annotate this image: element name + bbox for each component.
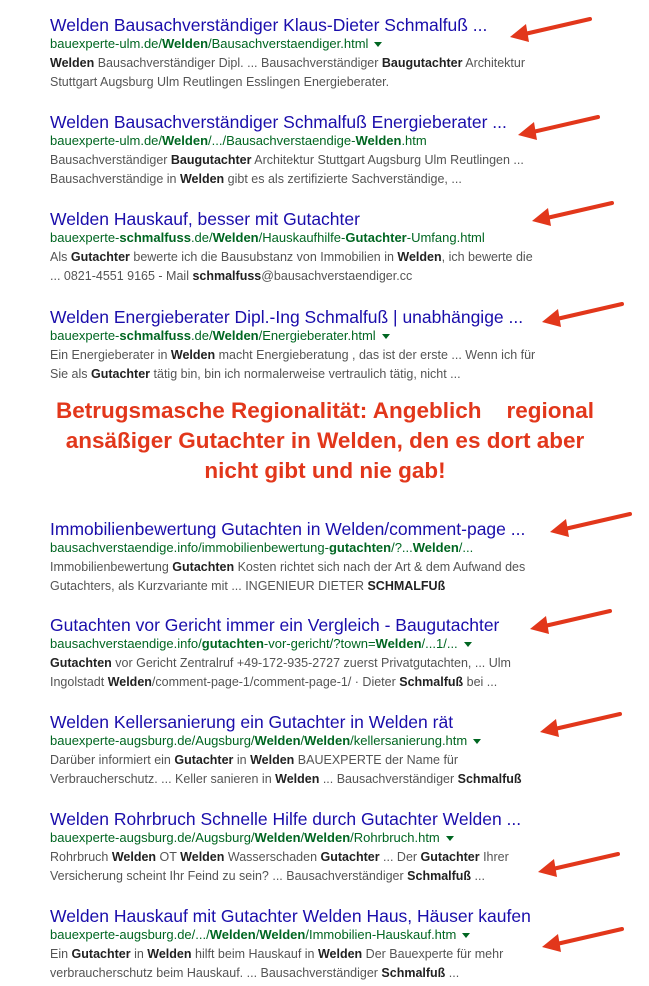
result-url: bauexperte-augsburg.de/Augsburg/Welden/Welden/Rohrbruch.htm [50, 830, 570, 846]
snippet-line: Versicherung scheint Ihr Feind zu sein? ... Bausachverständiger Schmalfuß ... [50, 869, 485, 883]
snippet-line: Darüber informiert ein Gutachter in Welden BAUEXPERTE der Name für [50, 753, 459, 767]
result-title-link[interactable]: Welden Bausachverständiger Klaus-Dieter Schmalfuß ... [50, 15, 488, 35]
result-title-link[interactable]: Welden Bausachverständiger Schmalfuß Energieberater ... [50, 112, 507, 132]
result-snippet [50, 751, 570, 789]
search-result [50, 14, 570, 92]
result-snippet [50, 945, 570, 983]
search-result [50, 208, 570, 286]
result-title-link[interactable]: Welden Hauskauf, besser mit Gutachter [50, 209, 360, 229]
search-result [50, 306, 570, 384]
snippet-line: Ingolstadt Welden/comment-page-1/comment-page-1/ · Dieter Schmalfuß bei ... [50, 675, 498, 689]
snippet-line: Rohrbruch Welden OT Welden Wasserschaden Gutachter ... Der Gutachter Ihrer [50, 850, 509, 864]
snippet-line: Gutachten vor Gericht Zentralruf +49-172-935-2727 zuerst Privatgutachten, ... Ulm [50, 656, 511, 670]
snippet-line: Ein Energieberater in Welden macht Energieberatung , das ist der erste ... Wenn ich für [50, 348, 536, 362]
snippet-line: Ein Gutachter in Welden hilft beim Hauskauf in Welden Der Bauexperte für mehr [50, 947, 504, 961]
snippet-line: Immobilienbewertung Gutachten Kosten richtet sich nach der Art & dem Aufwand des [50, 560, 526, 574]
result-url: bauexperte-ulm.de/Welden/.../Bausachverstaendige-Welden.htm [50, 133, 427, 148]
snippet-line: Bausachverständiger Baugutachter Architektur Stuttgart Augsburg Ulm Reutlingen ... [50, 153, 524, 167]
snippet-line: verbraucherschutz beim Hauskauf. ... Bausachverständiger Schmalfuß ... [50, 966, 460, 980]
result-snippet [50, 346, 570, 384]
result-title-link[interactable]: Welden Hauskauf mit Gutachter Welden Haus, Häuser kaufen [50, 906, 531, 926]
url-dropdown-arrow-icon[interactable] [446, 836, 454, 841]
url-dropdown-arrow-icon[interactable] [462, 933, 470, 938]
result-snippet [50, 848, 570, 886]
result-title-link[interactable]: Welden Kellersanierung ein Gutachter in Welden rät [50, 712, 454, 732]
result-title-link[interactable]: Welden Rohrbruch Schnelle Hilfe durch Gutachter Welden ... [50, 809, 522, 829]
url-dropdown-arrow-icon[interactable] [473, 739, 481, 744]
result-url: bausachverstaendige.info/gutachten-vor-gericht/?town=Welden/...1/... [50, 636, 570, 652]
snippet-line: Stuttgart Augsburg Ulm Reutlingen Esslingen Energieberater. [50, 75, 390, 89]
snippet-line: Sie als Gutachter tätig bin, bin ich normalerweise vertraulich tätig, nicht ... [50, 367, 461, 381]
result-snippet [50, 654, 570, 692]
warning-line-3: nicht gibt und nie gab! [204, 458, 446, 483]
search-result [50, 905, 570, 983]
result-url: bauexperte-augsburg.de/Augsburg/Welden/Welden/kellersanierung.htm [50, 733, 570, 749]
result-url: bauexperte-ulm.de/Welden/Bausachverstaendiger.html [50, 36, 570, 52]
search-result [50, 711, 570, 789]
fraud-warning-annotation [18, 396, 632, 486]
search-result [50, 614, 570, 692]
result-url: bauexperte-schmalfuss.de/Welden/Hauskaufhilfe-Gutachter-Umfang.html [50, 230, 485, 245]
result-title-link[interactable]: Welden Energieberater Dipl.-Ing Schmalfuß | unabhängige ... [50, 307, 524, 327]
result-title-link[interactable]: Immobilienbewertung Gutachten in Welden/comment-page ... [50, 519, 526, 539]
result-snippet [50, 558, 570, 596]
snippet-line: Welden Bausachverständiger Dipl. ... Bausachverständiger Baugutachter Architektur [50, 56, 525, 70]
url-dropdown-arrow-icon[interactable] [382, 334, 390, 339]
result-title-link[interactable]: Gutachten vor Gericht immer ein Vergleich - Baugutachter [50, 615, 500, 635]
search-result [50, 808, 570, 886]
snippet-line: Verbraucherschutz. ... Keller sanieren in Welden ... Bausachverständiger Schmalfuß [50, 772, 522, 786]
result-url: bauexperte-augsburg.de/.../Welden/Welden/Immobilien-Hauskauf.htm [50, 927, 570, 943]
search-result [50, 111, 570, 189]
url-dropdown-arrow-icon[interactable] [464, 642, 472, 647]
result-url: bauexperte-schmalfuss.de/Welden/Energieberater.html [50, 328, 570, 344]
snippet-line: Als Gutachter bewerte ich die Bausubstanz von Immobilien in Welden, ich bewerte die [50, 250, 533, 264]
warning-line-1: Betrugsmasche Regionalität: Angeblich regional [55, 398, 594, 423]
snippet-line: Bausachverständige in Welden gibt es als zertifizierte Sachverständige, ... [50, 172, 462, 186]
snippet-line: Gutachters, als Kurzvariante mit ... INGENIEUR DIETER SCHMALFUß [50, 579, 446, 593]
result-url: bausachverstaendige.info/immobilienbewertung-gutachten/?...Welden/... [50, 540, 474, 555]
search-result [50, 518, 570, 596]
warning-line-2: ansäßiger Gutachter in Welden, den es dort aber [65, 428, 585, 453]
url-dropdown-arrow-icon[interactable] [374, 42, 382, 47]
snippet-line: ... 0821-4551 9165 - Mail schmalfuss@bausachverstaendiger.cc [50, 269, 413, 283]
result-snippet [50, 54, 570, 92]
result-snippet [50, 151, 570, 189]
result-snippet [50, 248, 570, 286]
